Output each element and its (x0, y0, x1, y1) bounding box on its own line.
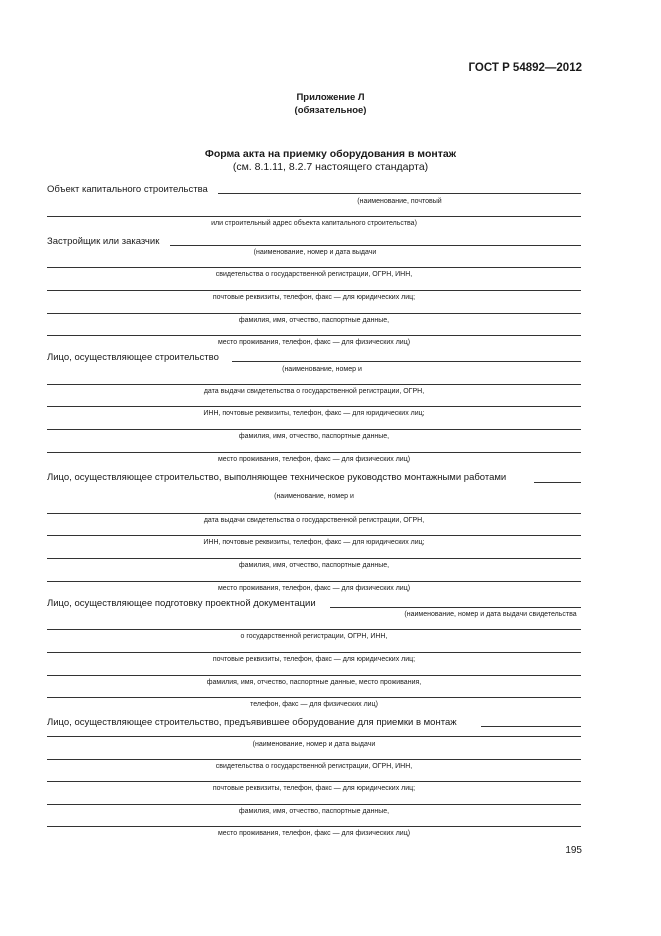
builder-line-5[interactable] (47, 452, 581, 453)
designer-line-4[interactable] (47, 675, 581, 676)
page-number: 195 (565, 845, 582, 856)
presenter-hint-1: (наименование, номер и дата выдачи (252, 741, 376, 748)
developer-hint-3: почтовые реквизиты, телефон, факс — для юридических лиц; (212, 294, 416, 301)
presenter-hint-4: фамилия, имя, отчество, паспортные данные, (238, 808, 390, 815)
designer-hint-2: о государственной регистрации, ОГРН, ИНН, (240, 633, 388, 640)
builder-hint-5: место проживания, телефон, факс — для физических лиц) (217, 456, 411, 463)
object-hint-2: или строительный адрес объекта капитального строительства) (211, 220, 417, 227)
supervisor-hint-5: место проживания, телефон, факс — для физических лиц) (217, 585, 411, 592)
supervisor-label: Лицо, осуществляющее строительство, выполняющее техническое руководство монтажными работами (47, 472, 507, 483)
presenter-hint-5: место проживания, телефон, факс — для физических лиц) (217, 830, 411, 837)
presenter-line-4[interactable] (47, 804, 581, 805)
object-label: Объект капитального строительства (47, 184, 208, 195)
builder-hint-4: фамилия, имя, отчество, паспортные данные, (238, 433, 390, 440)
standard-number: ГОСТ Р 54892—2012 (468, 62, 582, 74)
designer-hint-5: телефон, факс — для физических лиц) (250, 701, 378, 708)
designer-hint-1: (наименование, номер и дата выдачи свидетельства (404, 611, 577, 618)
developer-line-3[interactable] (47, 290, 581, 291)
designer-line-3[interactable] (47, 652, 581, 653)
supervisor-hint-2: дата выдачи свидетельства о государственной регистрации, ОГРН, (203, 517, 425, 524)
builder-label: Лицо, осуществляющее строительство (47, 352, 219, 363)
presenter-line-2[interactable] (47, 759, 581, 760)
developer-hint-4: фамилия, имя, отчество, паспортные данные, (238, 317, 390, 324)
object-line-2[interactable] (47, 216, 581, 217)
appendix-status: (обязательное) (294, 105, 367, 116)
presenter-input-line[interactable] (481, 726, 581, 727)
supervisor-line-4[interactable] (47, 558, 581, 559)
presenter-label: Лицо, осуществляющее строительство, предъявившее оборудование для приемки в монтаж (47, 717, 457, 728)
supervisor-line-3[interactable] (47, 535, 581, 536)
designer-input-line[interactable] (330, 607, 581, 608)
object-hint-1: (наименование, почтовый (357, 198, 442, 205)
builder-hint-3: ИНН, почтовые реквизиты, телефон, факс — для юридических лиц; (203, 410, 425, 417)
supervisor-input-line[interactable] (534, 482, 581, 483)
designer-line-5[interactable] (47, 697, 581, 698)
designer-hint-3: почтовые реквизиты, телефон, факс — для юридических лиц; (212, 656, 416, 663)
developer-hint-1: (наименование, номер и дата выдачи (253, 249, 377, 256)
designer-hint-4: фамилия, имя, отчество, паспортные данные, место проживания, (206, 679, 422, 686)
developer-hint-2: свидетельства о государственной регистрации, ОГРН, ИНН, (215, 271, 413, 278)
developer-hint-5: место проживания, телефон, факс — для физических лиц) (217, 339, 411, 346)
builder-line-3[interactable] (47, 406, 581, 407)
developer-label: Застройщик или заказчик (47, 236, 160, 247)
form-title: Форма акта на приемку оборудования в монтаж (204, 148, 457, 160)
developer-input-line[interactable] (170, 245, 581, 246)
appendix-name: Приложение Л (296, 92, 365, 103)
builder-input-line[interactable] (232, 361, 581, 362)
builder-line-4[interactable] (47, 429, 581, 430)
presenter-hint-3: почтовые реквизиты, телефон, факс — для юридических лиц; (212, 785, 416, 792)
developer-line-4[interactable] (47, 313, 581, 314)
builder-line-2[interactable] (47, 384, 581, 385)
presenter-line-1[interactable] (47, 736, 581, 737)
supervisor-hint-1: (наименование, номер и (274, 493, 354, 500)
designer-line-2[interactable] (47, 629, 581, 630)
form-subtitle: (см. 8.1.11, 8.2.7 настоящего стандарта) (232, 161, 429, 173)
developer-line-5[interactable] (47, 335, 581, 336)
supervisor-hint-3: ИНН, почтовые реквизиты, телефон, факс — для юридических лиц; (203, 539, 425, 546)
builder-hint-1: (наименование, номер и (282, 366, 362, 373)
builder-hint-2: дата выдачи свидетельства о государственной регистрации, ОГРН, (203, 388, 425, 395)
presenter-line-5[interactable] (47, 826, 581, 827)
object-input-line[interactable] (218, 193, 581, 194)
designer-label: Лицо, осуществляющее подготовку проектной документации (47, 598, 316, 609)
supervisor-line-5[interactable] (47, 581, 581, 582)
developer-line-2[interactable] (47, 267, 581, 268)
presenter-line-3[interactable] (47, 781, 581, 782)
supervisor-line-2[interactable] (47, 513, 581, 514)
supervisor-hint-4: фамилия, имя, отчество, паспортные данные, (238, 562, 390, 569)
presenter-hint-2: свидетельства о государственной регистрации, ОГРН, ИНН, (215, 763, 413, 770)
